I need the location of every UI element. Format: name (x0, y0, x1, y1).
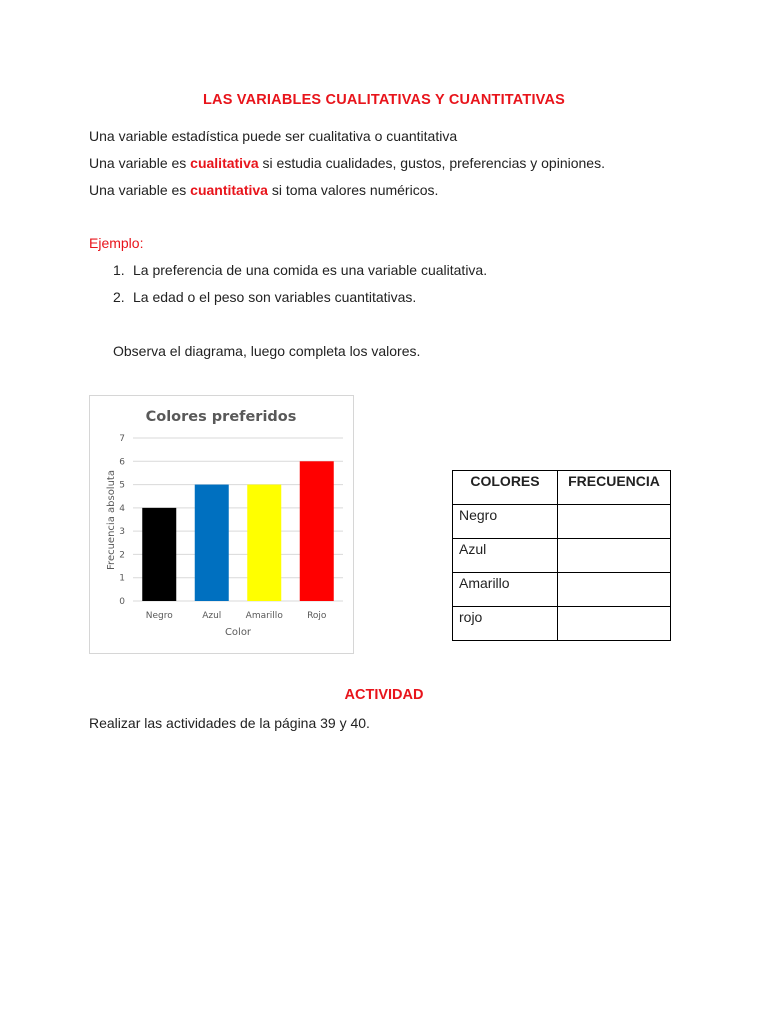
keyword-cuantitativa: cuantitativa (190, 182, 268, 198)
example-label: Ejemplo: (89, 235, 144, 251)
example-item-1 (113, 261, 487, 279)
x-tick-label: Amarillo (245, 611, 283, 621)
y-tick-label: 0 (119, 597, 125, 607)
table-row (453, 505, 671, 539)
bar-amarillo (247, 485, 281, 601)
intro-line-1: Una variable estadística puede ser cualitativa o cuantitativa (89, 128, 458, 144)
cell-frequency[interactable] (558, 573, 671, 607)
cell-color: Negro (453, 505, 558, 539)
example-item-1-number: 1. (113, 262, 125, 278)
intro-line-3 (89, 181, 438, 199)
bar-azul (195, 485, 229, 601)
example-item-2-number: 2. (113, 289, 125, 305)
page-title: LAS VARIABLES CUALITATIVAS Y CUANTITATIVAS (202, 92, 566, 108)
x-tick-label: Azul (202, 611, 222, 621)
table-row (453, 607, 671, 641)
y-axis-label: Frecuencia absoluta (106, 470, 117, 570)
cell-color: Amarillo (453, 573, 558, 607)
cell-color: Azul (453, 539, 558, 573)
intro-line-2 (89, 154, 605, 172)
x-tick-label: Rojo (307, 611, 327, 621)
y-tick-label: 6 (119, 457, 125, 468)
y-tick-label: 5 (119, 480, 125, 491)
bar-chart (90, 396, 353, 653)
frequency-table (452, 470, 671, 641)
y-tick-label: 2 (119, 550, 125, 561)
cell-color: rojo (453, 607, 558, 641)
bar-chart-frame (89, 395, 354, 654)
keyword-cualitativa: cualitativa (190, 155, 259, 171)
y-tick-label: 4 (119, 503, 125, 514)
intro-line-2-post: si estudia cualidades, gustos, preferencias y opiniones. (258, 155, 605, 171)
example-item-2-text: La edad o el peso son variables cuantitativas. (133, 289, 417, 305)
chart-title: Colores preferidos (145, 409, 297, 425)
intro-line-2-pre: Una variable es (89, 155, 191, 171)
example-item-2 (113, 288, 416, 306)
cell-frequency[interactable] (558, 607, 671, 641)
header-frecuencia: FRECUENCIA (558, 471, 671, 505)
bar-rojo (300, 461, 334, 601)
table-header-row (453, 471, 671, 505)
intro-line-3-post: si toma valores numéricos. (267, 182, 439, 198)
cell-frequency[interactable] (558, 539, 671, 573)
table-row (453, 573, 671, 607)
cell-frequency[interactable] (558, 505, 671, 539)
x-axis-label: Color (224, 627, 252, 638)
x-tick-label: Negro (145, 611, 173, 621)
bar-negro (142, 508, 176, 601)
header-colores: COLORES (453, 471, 558, 505)
y-tick-label: 7 (119, 434, 125, 444)
intro-line-3-pre: Una variable es (89, 182, 191, 198)
activity-text: Realizar las actividades de la página 39 y 40. (89, 715, 370, 731)
instruction-text: Observa el diagrama, luego completa los valores. (113, 343, 421, 359)
y-tick-label: 3 (119, 527, 125, 538)
table-row (453, 539, 671, 573)
activity-heading: ACTIVIDAD (344, 687, 424, 703)
y-tick-label: 1 (119, 573, 125, 584)
example-item-1-text: La preferencia de una comida es una variable cualitativa. (133, 262, 488, 278)
